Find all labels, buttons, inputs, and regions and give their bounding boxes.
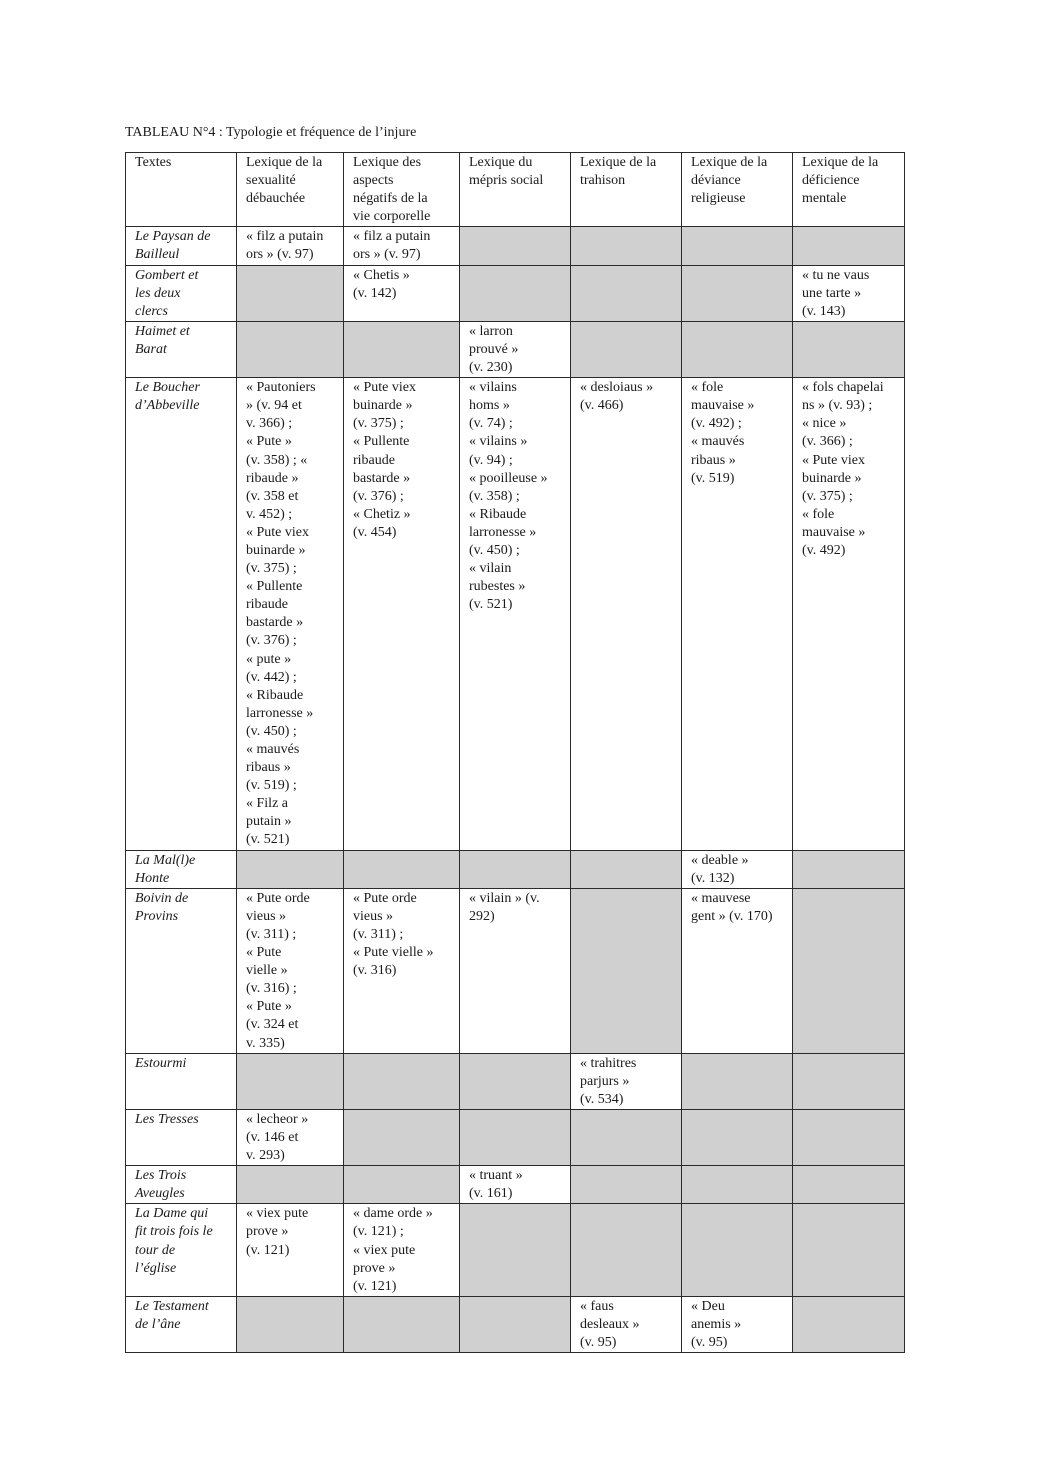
cell-line: (v. 521)	[246, 832, 290, 848]
cell-line: « Pute	[246, 945, 282, 961]
cell-line: « lecheor »	[246, 1111, 309, 1127]
cell-line: « tu ne vaus	[802, 267, 870, 283]
empty-cell	[237, 1166, 344, 1204]
empty-cell	[460, 1296, 571, 1352]
empty-cell	[460, 227, 571, 265]
insult-cell	[344, 378, 460, 850]
cell-line: « Chetis »	[353, 267, 410, 283]
empty-cell	[571, 850, 682, 888]
table-row	[126, 1204, 905, 1296]
cell-line: « Chetiz »	[353, 506, 411, 522]
cell-line: « Deu	[691, 1298, 725, 1314]
text-title-cell	[126, 378, 237, 850]
empty-cell	[682, 265, 793, 321]
cell-line: les deux	[135, 285, 181, 301]
empty-cell	[344, 1109, 460, 1165]
empty-cell	[237, 265, 344, 321]
text-title-cell	[126, 321, 237, 377]
cell-line: Les Tresses	[135, 1111, 199, 1127]
cell-line: (v. 94) ;	[469, 452, 513, 468]
insult-cell	[460, 1166, 571, 1204]
cell-line: l’église	[135, 1260, 177, 1276]
cell-line: (v. 121) ;	[353, 1224, 404, 1240]
empty-cell	[682, 1053, 793, 1109]
cell-line: « Ribaude	[469, 506, 527, 522]
cell-line: négatifs de la	[353, 191, 428, 207]
insult-cell	[344, 888, 460, 1053]
empty-cell	[344, 850, 460, 888]
cell-line: vie corporelle	[353, 209, 431, 225]
cell-line: prove »	[353, 1260, 396, 1276]
cell-line: (v. 132)	[691, 870, 735, 886]
insult-cell	[682, 888, 793, 1053]
cell-line: (v. 95)	[691, 1335, 728, 1350]
cell-line: Le Paysan de	[135, 229, 211, 245]
cell-line: ors » (v. 97)	[246, 247, 314, 263]
cell-line: parjurs »	[580, 1073, 630, 1089]
table-row	[126, 265, 905, 321]
cell-line: « desloiaus »	[580, 380, 654, 396]
empty-cell	[571, 321, 682, 377]
cell-line: aspects	[353, 173, 394, 189]
cell-line: prouvé »	[469, 341, 519, 357]
insult-cell	[460, 888, 571, 1053]
cell-line: (v. 146 et	[246, 1129, 299, 1145]
cell-line: (v. 311) ;	[246, 926, 297, 942]
cell-line: (v. 358) ;	[469, 488, 520, 504]
cell-line: Estourmi	[135, 1055, 187, 1071]
cell-line: (v. 142)	[353, 285, 397, 301]
cell-line: (v. 121)	[246, 1242, 290, 1258]
cell-line: Lexique de la	[580, 155, 657, 170]
text-title-cell	[126, 1296, 237, 1352]
table-row	[126, 888, 905, 1053]
table-row	[126, 1109, 905, 1165]
empty-cell	[793, 227, 905, 265]
header-row	[126, 153, 905, 227]
table-row	[126, 1166, 905, 1204]
cell-line: larronesse »	[246, 705, 314, 721]
cell-line: ribaus »	[691, 452, 736, 468]
cell-line: « Pautoniers	[246, 380, 316, 396]
cell-line: « viex pute	[246, 1206, 309, 1222]
cell-line: « fole	[691, 380, 724, 396]
empty-cell	[793, 1296, 905, 1352]
cell-line: « mauvés	[246, 742, 300, 757]
cell-line: (v. 442) ;	[246, 669, 297, 685]
cell-line: Le Boucher	[135, 380, 200, 396]
cell-line: ors » (v. 97)	[353, 247, 421, 263]
cell-line: v. 293)	[246, 1148, 285, 1164]
cell-line: une tarte »	[802, 285, 862, 301]
insult-cell	[344, 1204, 460, 1296]
cell-line: 292)	[469, 908, 495, 924]
cell-line: « fole	[802, 506, 835, 522]
cell-line: « vilains	[469, 380, 517, 396]
cell-line: La Mal(l)e	[135, 852, 196, 868]
cell-line: « Pute viex	[246, 524, 309, 540]
cell-line: mépris social	[469, 173, 544, 189]
cell-line: (v. 358 et	[246, 488, 299, 504]
empty-cell	[682, 227, 793, 265]
cell-line: « vilain	[469, 561, 512, 577]
cell-line: Provins	[135, 908, 179, 924]
cell-line: (v. 521)	[469, 597, 513, 613]
cell-line: tour de	[135, 1242, 176, 1258]
cell-line: (v. 95)	[580, 1335, 617, 1350]
cell-line: (v. 376) ;	[353, 488, 404, 504]
cell-line: La Dame qui	[135, 1206, 209, 1222]
cell-line: (v. 375) ;	[246, 561, 297, 577]
cell-line: « mauvese	[691, 890, 751, 906]
cell-line: (v. 376) ;	[246, 633, 297, 649]
empty-cell	[682, 321, 793, 377]
cell-line: « Pute viex	[802, 452, 865, 468]
cell-line: « faus	[580, 1298, 614, 1314]
cell-line: Aveugles	[135, 1186, 185, 1202]
cell-line: « deable »	[691, 852, 749, 868]
column-header	[126, 153, 237, 227]
text-title-cell	[126, 265, 237, 321]
insult-cell	[237, 1109, 344, 1165]
cell-line: (v. 316) ;	[246, 981, 297, 997]
cell-line: larronesse »	[469, 524, 537, 540]
cell-line: ribaude	[246, 597, 288, 613]
text-title-cell	[126, 850, 237, 888]
cell-line: « nice »	[802, 416, 847, 432]
insult-cell	[237, 378, 344, 850]
cell-line: « Pullente	[353, 434, 410, 450]
empty-cell	[571, 227, 682, 265]
empty-cell	[460, 1109, 571, 1165]
cell-line: gent » (v. 170)	[691, 908, 773, 924]
empty-cell	[571, 1109, 682, 1165]
cell-line: v. 366) ;	[246, 416, 293, 432]
cell-line: (v. 74) ;	[469, 416, 513, 432]
cell-line: (v. 316)	[353, 963, 397, 979]
cell-line: buinarde »	[802, 470, 862, 486]
empty-cell	[460, 265, 571, 321]
cell-line: « filz a putain	[246, 229, 324, 245]
cell-line: vieus »	[353, 908, 394, 924]
cell-line: (v. 375) ;	[353, 416, 404, 432]
cell-line: « Pute viex	[353, 380, 416, 396]
text-title-cell	[126, 1204, 237, 1296]
cell-line: rubestes »	[469, 579, 526, 595]
cell-line: Bailleul	[135, 247, 180, 263]
cell-line: (v. 143)	[802, 303, 846, 319]
cell-line: Lexique de la	[246, 155, 323, 170]
empty-cell	[237, 321, 344, 377]
cell-line: (v. 324 et	[246, 1017, 299, 1033]
cell-line: de l’âne	[135, 1316, 181, 1332]
text-title-cell	[126, 1053, 237, 1109]
cell-line: Lexique de la	[691, 155, 768, 170]
cell-line: bastarde »	[353, 470, 411, 486]
text-title-cell	[126, 1166, 237, 1204]
cell-line: anemis »	[691, 1316, 742, 1332]
cell-line: ribaude »	[246, 470, 299, 486]
cell-line: « Pute orde	[246, 890, 310, 906]
cell-line: « fols chapelai	[802, 380, 884, 396]
empty-cell	[571, 1166, 682, 1204]
cell-line: (v. 311) ;	[353, 926, 404, 942]
table-row	[126, 850, 905, 888]
empty-cell	[793, 1053, 905, 1109]
cell-line: Honte	[135, 870, 170, 886]
cell-line: (v. 366) ;	[802, 434, 853, 450]
cell-line: « dame orde »	[353, 1206, 433, 1222]
cell-line: « Pullente	[246, 579, 303, 595]
cell-line: Textes	[135, 155, 172, 170]
cell-line: d’Abbeville	[135, 398, 200, 414]
cell-line: homs »	[469, 398, 510, 414]
empty-cell	[682, 1166, 793, 1204]
cell-line: Lexique du	[469, 155, 533, 170]
column-header	[344, 153, 460, 227]
insult-cell	[793, 265, 905, 321]
cell-line: (v. 230)	[469, 360, 513, 376]
cell-line: vieus »	[246, 908, 287, 924]
cell-line: (v. 519) ;	[246, 778, 297, 794]
cell-line: « vilain » (v.	[469, 890, 540, 906]
cell-line: fit trois fois le	[135, 1224, 213, 1240]
insult-cell	[237, 227, 344, 265]
cell-line: « Filz a	[246, 796, 288, 812]
table-row	[126, 321, 905, 377]
empty-cell	[460, 850, 571, 888]
empty-cell	[344, 1166, 460, 1204]
insult-cell	[682, 850, 793, 888]
cell-line: « Pute »	[246, 434, 292, 450]
insult-cell	[460, 378, 571, 850]
empty-cell	[344, 1053, 460, 1109]
empty-cell	[793, 1166, 905, 1204]
insult-cell	[682, 1296, 793, 1352]
cell-line: « pooilleuse »	[469, 470, 548, 486]
cell-line: mauvaise »	[802, 524, 866, 540]
cell-line: Barat	[135, 341, 167, 357]
cell-line: mauvaise »	[691, 398, 755, 414]
cell-line: (v. 358) ; «	[246, 452, 308, 468]
text-title-cell	[126, 1109, 237, 1165]
cell-line: » (v. 94 et	[246, 398, 302, 414]
cell-line: « Pute orde	[353, 890, 417, 906]
cell-line: « truant »	[469, 1168, 523, 1184]
table-row	[126, 227, 905, 265]
column-header	[237, 153, 344, 227]
column-header	[793, 153, 905, 227]
cell-line: ribaude	[353, 452, 395, 468]
table-row	[126, 1296, 905, 1352]
cell-line: Haimet et	[135, 323, 190, 339]
empty-cell	[571, 888, 682, 1053]
table-row	[126, 1053, 905, 1109]
cell-line: « pute »	[246, 651, 292, 667]
empty-cell	[793, 850, 905, 888]
column-header	[571, 153, 682, 227]
cell-line: (v. 534)	[580, 1091, 624, 1107]
cell-line: Le Testament	[135, 1298, 209, 1314]
cell-line: « filz a putain	[353, 229, 431, 245]
cell-line: « Pute vielle »	[353, 945, 434, 961]
empty-cell	[571, 265, 682, 321]
empty-cell	[460, 1204, 571, 1296]
empty-cell	[793, 888, 905, 1053]
cell-line: Lexique de la	[802, 155, 879, 170]
cell-line: bastarde »	[246, 615, 304, 631]
cell-line: putain »	[246, 814, 292, 830]
cell-line: « Ribaude	[246, 687, 304, 703]
cell-line: desleaux »	[580, 1316, 640, 1332]
cell-line: « larron	[469, 323, 513, 339]
cell-line: « viex pute	[353, 1242, 416, 1258]
empty-cell	[793, 1109, 905, 1165]
column-header	[460, 153, 571, 227]
cell-line: v. 452) ;	[246, 506, 293, 522]
cell-line: « trahitres	[580, 1055, 637, 1071]
cell-line: (v. 161)	[469, 1186, 513, 1202]
insult-cell	[344, 227, 460, 265]
empty-cell	[682, 1109, 793, 1165]
insult-cell	[571, 1296, 682, 1352]
cell-line: clercs	[135, 303, 168, 319]
empty-cell	[793, 1204, 905, 1296]
cell-line: (v. 492)	[802, 542, 846, 558]
cell-line: déviance	[691, 173, 741, 189]
cell-line: « mauvés	[691, 434, 745, 450]
cell-line: trahison	[580, 173, 626, 189]
empty-cell	[682, 1204, 793, 1296]
cell-line: vielle »	[246, 963, 288, 979]
cell-line: (v. 450) ;	[469, 542, 520, 558]
cell-line: ribaus »	[246, 760, 291, 776]
cell-line: v. 335)	[246, 1035, 285, 1051]
empty-cell	[344, 1296, 460, 1352]
empty-cell	[344, 321, 460, 377]
text-title-cell	[126, 227, 237, 265]
column-header	[682, 153, 793, 227]
cell-line: prove »	[246, 1224, 289, 1240]
cell-line: (v. 450) ;	[246, 723, 297, 739]
empty-cell	[237, 850, 344, 888]
empty-cell	[237, 1296, 344, 1352]
text-title-cell	[126, 888, 237, 1053]
cell-line: Lexique des	[353, 155, 422, 170]
cell-line: débauchée	[246, 191, 306, 207]
insult-cell	[237, 888, 344, 1053]
cell-line: buinarde »	[246, 542, 306, 558]
cell-line: Les Trois	[135, 1168, 187, 1184]
cell-line: (v. 492) ;	[691, 416, 742, 432]
insult-cell	[793, 378, 905, 850]
cell-line: ns » (v. 93) ;	[802, 398, 873, 414]
cell-line: (v. 375) ;	[802, 488, 853, 504]
injury-typology-table	[125, 152, 905, 1353]
table-row	[126, 378, 905, 850]
cell-line: (v. 466)	[580, 398, 624, 414]
cell-line: mentale	[802, 191, 847, 207]
cell-line: buinarde »	[353, 398, 413, 414]
insult-cell	[682, 378, 793, 850]
insult-cell	[571, 1053, 682, 1109]
insult-cell	[237, 1204, 344, 1296]
insult-cell	[571, 378, 682, 850]
insult-cell	[460, 321, 571, 377]
cell-line: religieuse	[691, 191, 746, 207]
empty-cell	[793, 321, 905, 377]
page-title: TABLEAU N°4 : Typologie et fréquence de l’injure	[125, 125, 417, 140]
insult-cell	[344, 265, 460, 321]
empty-cell	[237, 1053, 344, 1109]
cell-line: Boivin de	[135, 890, 189, 906]
empty-cell	[460, 1053, 571, 1109]
cell-line: « Pute »	[246, 999, 292, 1015]
cell-line: (v. 454)	[353, 524, 397, 540]
cell-line: Gombert et	[135, 267, 199, 283]
cell-line: (v. 121)	[353, 1278, 397, 1294]
cell-line: déficience	[802, 173, 860, 189]
cell-line: « vilains »	[469, 434, 528, 450]
empty-cell	[571, 1204, 682, 1296]
cell-line: (v. 519)	[691, 470, 735, 486]
cell-line: sexualité	[246, 173, 296, 189]
